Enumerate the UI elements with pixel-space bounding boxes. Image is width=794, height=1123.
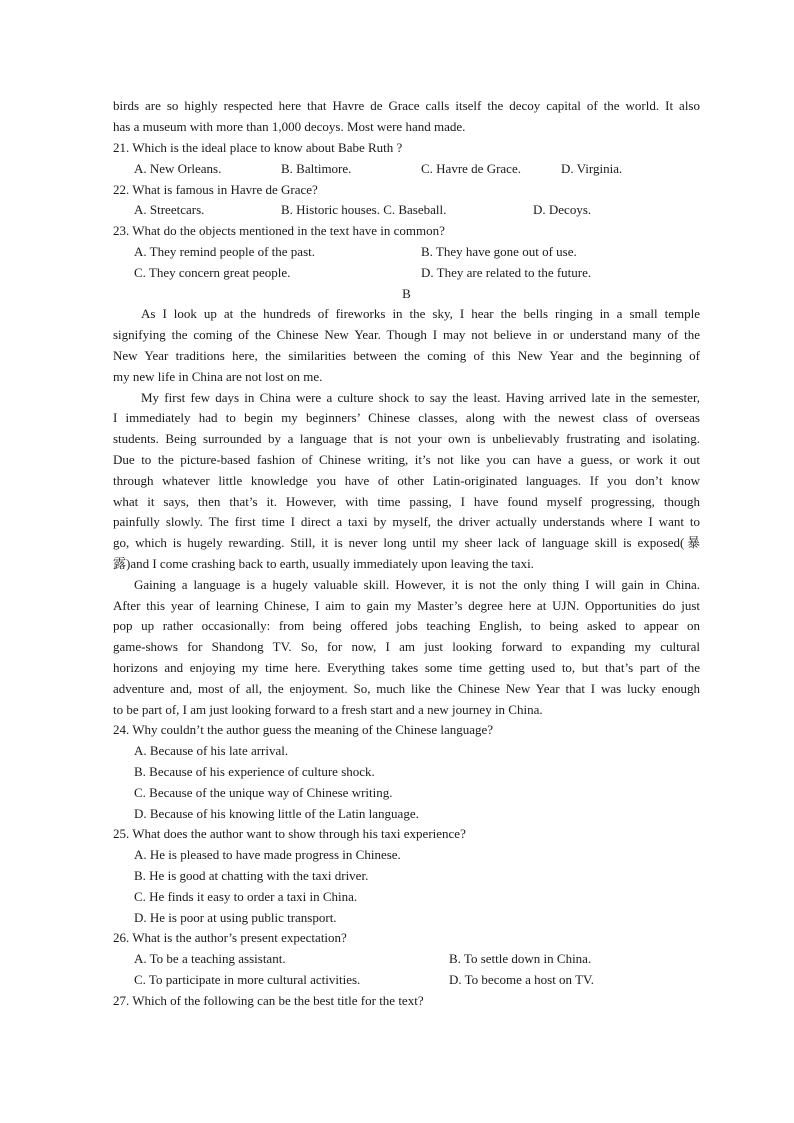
passage-b-line: My first few days in China were a culture shock to say the least. Having arrived late in the semester, (141, 390, 700, 405)
question-22-option-a: A. Streetcars. (134, 202, 205, 217)
question-21-option-b: B. Baltimore. (281, 161, 352, 176)
passage-b-line: As I look up at the hundreds of fireworks in the sky, I hear the bells ringing in a small temple (141, 306, 700, 321)
question-24-option-a: A. Because of his late arrival. (134, 743, 289, 758)
question-27-stem: 27. Which of the following can be the best title for the text? (113, 993, 424, 1008)
question-23-option-d: D. They are related to the future. (421, 265, 592, 280)
question-21-option-c: C. Havre de Grace. (421, 161, 521, 176)
question-23-option-b: B. They have gone out of use. (421, 244, 577, 259)
passage-b-line: painfully slowly. The first time I direct a taxi by myself, the driver actually understands where I want to (113, 514, 700, 529)
question-22-option-b-c: B. Historic houses. C. Baseball. (281, 202, 447, 217)
passage-b-line: pop up rather occasionally: from being offered jobs teaching English, to being asked to appear on (113, 618, 700, 633)
question-23-option-a: A. They remind people of the past. (134, 244, 315, 259)
question-22-option-d: D. Decoys. (533, 202, 592, 217)
question-24-stem: 24. Why couldn’t the author guess the meaning of the Chinese language? (113, 722, 494, 737)
question-26-option-a: A. To be a teaching assistant. (134, 951, 286, 966)
passage-a-line: has a museum with more than 1,000 decoys. Most were hand made. (113, 119, 466, 134)
passage-b-line: I immediately had to begin my beginners’ Chinese classes, along with the newest class of overseas (113, 410, 700, 425)
passage-b-line: through whatever little knowledge you have of other Latin-originated languages. If you don’t know (113, 473, 700, 488)
passage-b-line: 露)and I come crashing back to earth, usually immediately upon leaving the taxi. (113, 556, 534, 571)
question-21-stem: 21. Which is the ideal place to know about Babe Ruth ? (113, 140, 403, 155)
question-26-stem: 26. What is the author’s present expectation? (113, 930, 347, 945)
passage-b-line: Due to the picture-based fashion of Chinese writing, it’s not like you can have a guess, or work it out (113, 452, 700, 467)
question-24-option-d: D. Because of his knowing little of the Latin language. (134, 806, 419, 821)
passage-b-line: to be part of, I am just looking forward to a fresh start and a new journey in China. (113, 702, 543, 717)
question-26-option-b: B. To settle down in China. (449, 951, 592, 966)
question-21-option-a: A. New Orleans. (134, 161, 222, 176)
passage-b-line: my new life in China are not lost on me. (113, 369, 323, 384)
passage-b-line: After this year of learning Chinese, I aim to gain my Master’s degree here at UJN. Opportunities do just (113, 598, 700, 613)
passage-b-line: signifying the coming of the Chinese New Year. Though I may not believe in or understand many of the (113, 327, 700, 342)
question-21-option-d: D. Virginia. (561, 161, 623, 176)
section-b-heading: B (402, 286, 411, 301)
question-24-option-c: C. Because of the unique way of Chinese writing. (134, 785, 393, 800)
passage-b-line: students. Being surrounded by a language that is not your own is unbelievably frustrating and isolating. (113, 431, 700, 446)
passage-b-line: what it says, then that’s it. However, with time passing, I have found myself progressing, though (113, 494, 700, 509)
passage-b-line: horizons and enjoying my time here. Everything takes some time getting used to, but that’s part of the (113, 660, 700, 675)
question-26-option-d: D. To become a host on TV. (449, 972, 594, 987)
question-24-option-b: B. Because of his experience of culture shock. (134, 764, 375, 779)
passage-b-line: go, which is hugely rewarding. Still, it is never long until my sheer lack of language skill is exposed(暴 (113, 535, 700, 550)
question-23-option-c: C. They concern great people. (134, 265, 291, 280)
passage-b-line: New Year traditions here, the similarities between the coming of this New Year and the beginning of (113, 348, 700, 363)
question-22-stem: 22. What is famous in Havre de Grace? (113, 182, 318, 197)
question-25-stem: 25. What does the author want to show through his taxi experience? (113, 826, 466, 841)
question-23-stem: 23. What do the objects mentioned in the text have in common? (113, 223, 445, 238)
passage-b-line: Gaining a language is a hugely valuable skill. However, it is not the only thing I will gain in China. (134, 577, 700, 592)
passage-a-line: birds are so highly respected here that Havre de Grace calls itself the decoy capital of the world. It also (113, 98, 700, 113)
passage-b-line: game-shows for Shandong TV. So, for now, I am just looking forward to expanding my cultural (113, 639, 700, 654)
passage-b-line: adventure and, most of all, the enjoyment. So, much like the Chinese New Year that I was lucky enough (113, 681, 700, 696)
question-26-option-c: C. To participate in more cultural activities. (134, 972, 361, 987)
question-25-option-b: B. He is good at chatting with the taxi driver. (134, 868, 369, 883)
question-25-option-c: C. He finds it easy to order a taxi in China. (134, 889, 358, 904)
question-25-option-a: A. He is pleased to have made progress in Chinese. (134, 847, 401, 862)
question-25-option-d: D. He is poor at using public transport. (134, 910, 337, 925)
